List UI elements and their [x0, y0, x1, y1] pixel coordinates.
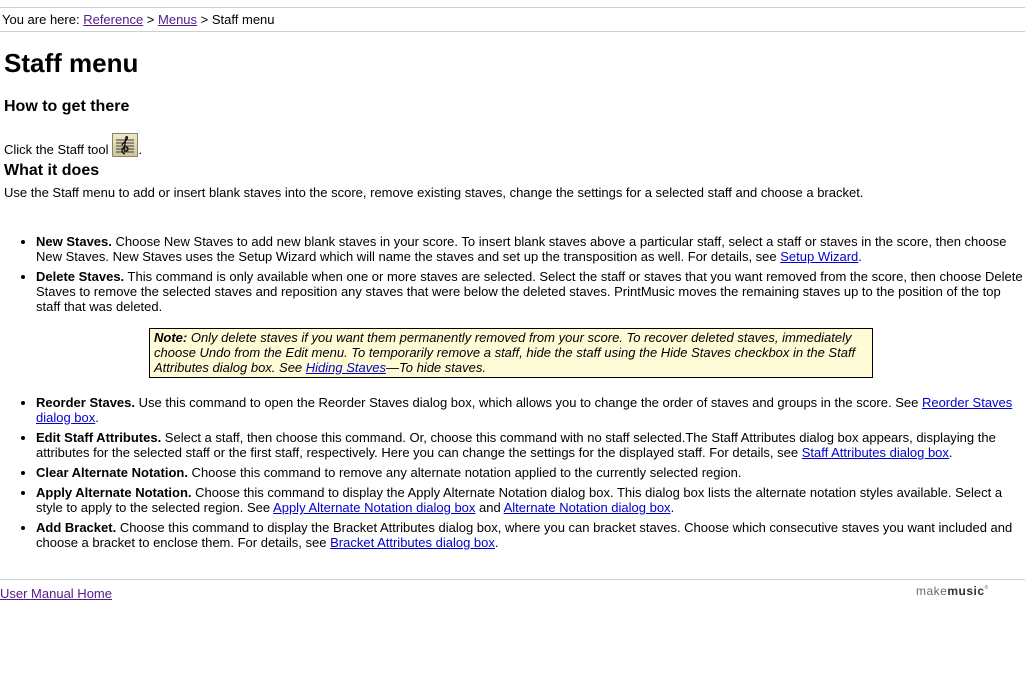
item-text: Select a staff, then choose this command. Or, choose this command with no staff selected.The Staff Attributes dialog box appears, displaying the attributes for the selected staff or the first staff, respectively. Here you can change the settings for the displayed staff. For details, see — [36, 430, 996, 460]
breadcrumb-separator: > — [197, 12, 212, 27]
breadcrumb-current: Staff menu — [211, 12, 275, 27]
note-label: Note: — [154, 330, 188, 345]
user-manual-home-link[interactable]: User Manual Home — [0, 586, 112, 601]
item-term: Add Bracket. — [36, 520, 117, 535]
staff-menu-command-list — [0, 234, 1025, 555]
list-item-new-staves — [36, 234, 1025, 264]
list-item-add-bracket — [36, 520, 1025, 550]
item-term: New Staves. — [36, 234, 112, 249]
how-to-get-there-suffix: . — [138, 142, 143, 157]
breadcrumb-divider — [0, 31, 1025, 32]
staff-attributes-dialog-link[interactable]: Staff Attributes dialog box — [801, 445, 949, 460]
item-text: Choose this command to display the Apply Alternate Notation dialog box. This dialog box lists the alternate notation styles available. Select a style to apply to the selected region. See — [36, 485, 1003, 515]
hiding-staves-link[interactable]: Hiding Staves — [305, 360, 386, 375]
top-divider — [0, 7, 1025, 8]
how-to-get-there-heading: How to get there — [4, 98, 130, 115]
logo-bold-text: music — [947, 584, 985, 598]
breadcrumb-link-reference[interactable]: Reference — [83, 12, 144, 27]
item-term: Reorder Staves. — [36, 395, 135, 410]
registered-mark: ® — [984, 585, 989, 591]
breadcrumb-link-menus[interactable]: Menus — [158, 12, 198, 27]
makemusic-logo — [916, 584, 989, 598]
logo-light-text: make — [916, 584, 948, 598]
list-item-apply-alternate-notation — [36, 485, 1025, 515]
breadcrumb-separator: > — [143, 12, 159, 27]
list-item-edit-staff-attributes — [36, 430, 1025, 460]
bracket-attributes-dialog-link[interactable]: Bracket Attributes dialog box — [330, 535, 495, 550]
item-text: Choose New Staves to add new blank staves in your score. To insert blank staves above a particular staff, select a staff or staves in the score, then choose New Staves. New Staves uses the Setup Wizard which will name the staves and set up the transposition as well. For details, see — [36, 234, 1007, 264]
item-end: . — [948, 445, 953, 460]
item-term: Delete Staves. — [36, 269, 125, 284]
list-item-delete-staves — [36, 269, 1025, 378]
alternate-notation-dialog-link[interactable]: Alternate Notation dialog box — [503, 500, 671, 515]
apply-alternate-notation-dialog-link[interactable]: Apply Alternate Notation dialog box — [273, 500, 476, 515]
item-term: Apply Alternate Notation. — [36, 485, 192, 500]
item-end: . — [858, 249, 862, 264]
item-term: Clear Alternate Notation. — [36, 465, 188, 480]
note-box — [149, 328, 873, 378]
footer-divider — [0, 579, 1025, 580]
item-mid: and — [475, 500, 504, 515]
item-text: This command is only available when one or more staves are selected. Select the staff or staves that you want removed from the score, then choose Delete Staves to remove the selected staves and reposition any staves that were below the deleted staves. PrintMusic moves the remaining staves up to the position of the top staff that was deleted. — [36, 269, 1023, 314]
list-item-reorder-staves — [36, 395, 1025, 425]
list-item-clear-alternate-notation — [36, 465, 1025, 480]
note-text: Only delete staves if you want them permanently removed from your score. To recover deleted staves, immediately choose Undo from the Edit menu. To temporarily remove a staff, hide the staff using the Hide Staves checkbox in the Staff Attributes dialog box. See — [154, 330, 856, 375]
item-text: Choose this command to display the Bracket Attributes dialog box, where you can bracket staves. Choose which consecutive staves you want included and choose a bracket to enclose them. For details, see — [36, 520, 1013, 550]
page-title: Staff menu — [4, 48, 139, 78]
breadcrumb-prefix: You are here: — [2, 12, 84, 27]
item-text: Choose this command to remove any alternate notation applied to the currently selected region. — [187, 465, 742, 480]
item-text: Use this command to open the Reorder Staves dialog box, which allows you to change the order of staves and groups in the score. See — [135, 395, 922, 410]
what-it-does-heading: What it does — [4, 162, 100, 179]
reorder-staves-dialog-link[interactable]: Reorder Staves dialog box — [36, 395, 1013, 425]
item-end: . — [494, 535, 499, 550]
how-to-get-there-label: Click the Staff tool — [4, 142, 109, 157]
staff-tool-icon — [112, 133, 138, 157]
item-end: . — [95, 410, 99, 425]
what-it-does-text: Use the Staff menu to add or insert blank staves into the score, remove existing staves, change the settings for a selected staff and choose a bracket. — [4, 185, 864, 200]
item-end: . — [670, 500, 675, 515]
setup-wizard-link[interactable]: Setup Wizard — [780, 249, 859, 264]
note-end: —To hide staves. — [385, 360, 486, 375]
how-to-get-there-text — [4, 133, 142, 157]
item-term: Edit Staff Attributes. — [36, 430, 162, 445]
breadcrumb — [2, 12, 275, 27]
